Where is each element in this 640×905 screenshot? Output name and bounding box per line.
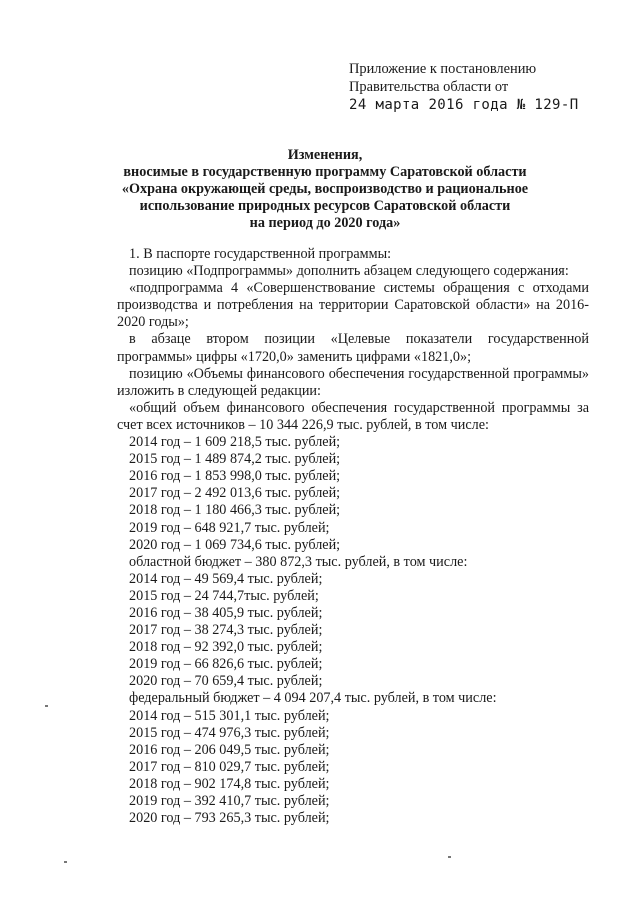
title-line: Изменения, [287, 147, 363, 163]
total-year-line: 2014 год – 1 609 218,5 тыс. рублей; [129, 434, 341, 451]
federal-year-line: 2020 год – 793 265,3 тыс. рублей; [129, 810, 330, 827]
regional-year-line: 2018 год – 92 392,0 тыс. рублей; [129, 639, 323, 656]
regional-year-line: 2020 год – 70 659,4 тыс. рублей; [129, 673, 323, 690]
document-title [110, 147, 540, 232]
total-year-line: 2020 год – 1 069 734,6 тыс. рублей; [129, 536, 341, 553]
document-body [117, 246, 589, 827]
paragraph: «подпрограмма 4 «Совершенствование системы обращения с отходами производства и потребления на территории Саратовской области» на 2016-2020 годы»; [117, 280, 589, 331]
federal-year-line: 2014 год – 515 301,1 тыс. рублей; [129, 707, 330, 724]
regional-budget-line: областной бюджет – 380 872,3 тыс. рублей, в том числе: [129, 553, 468, 570]
total-year-line: 2016 год – 1 853 998,0 тыс. рублей; [129, 468, 341, 485]
federal-year-line: 2015 год – 474 976,3 тыс. рублей; [129, 724, 330, 741]
title-line: на период до 2020 года» [249, 215, 401, 231]
regional-year-line: 2019 год – 66 826,6 тыс. рублей; [129, 656, 323, 673]
federal-year-line: 2017 год – 810 029,7 тыс. рублей; [129, 758, 330, 775]
appendix-line: Правительства области от [349, 79, 509, 95]
federal-year-line: 2019 год – 392 410,7 тыс. рублей; [129, 793, 330, 809]
appendix-date-line: 24 марта 2016 года № 129-П [349, 97, 579, 113]
title-line: использование природных ресурсов Саратовской области [139, 198, 511, 214]
regional-year-line: 2017 год – 38 274,3 тыс. рублей; [129, 622, 323, 639]
paragraph: «общий объем финансового обеспечения государственной программы за счет всех источников – 10 344 226,9 тыс. рублей, в том числе: [117, 399, 589, 433]
paragraph: в абзаце втором позиции «Целевые показатели государственной программы» цифры «1720,0» заменить цифрами «1821,0»; [117, 331, 589, 365]
appendix-block [349, 60, 609, 114]
scan-speck [448, 856, 451, 858]
scan-speck [45, 705, 48, 707]
title-line: вносимые в государственную программу Саратовской области [123, 164, 527, 180]
federal-year-line: 2016 год – 206 049,5 тыс. рублей; [129, 741, 330, 758]
paragraph: позицию «Подпрограммы» дополнить абзацем следующего содержания: [129, 263, 569, 280]
total-year-line: 2019 год – 648 921,7 тыс. рублей; [129, 519, 330, 536]
federal-budget-line: федеральный бюджет – 4 094 207,4 тыс. рублей, в том числе: [129, 690, 497, 707]
total-year-line: 2015 год – 1 489 874,2 тыс. рублей; [129, 451, 341, 468]
total-year-line: 2017 год – 2 492 013,6 тыс. рублей; [129, 485, 341, 502]
paragraph: 1. В паспорте государственной программы: [129, 246, 392, 262]
total-year-line: 2018 год – 1 180 466,3 тыс. рублей; [129, 502, 341, 519]
appendix-line: Приложение к постановлению [349, 61, 537, 77]
regional-year-line: 2016 год – 38 405,9 тыс. рублей; [129, 604, 323, 621]
scan-speck [64, 861, 67, 863]
regional-year-line: 2015 год – 24 744,7тыс. рублей; [129, 587, 319, 604]
federal-year-line: 2018 год – 902 174,8 тыс. рублей; [129, 775, 330, 792]
paragraph: позицию «Объемы финансового обеспечения государственной программы» изложить в следующей редакции: [117, 365, 589, 399]
title-line: «Охрана окружающей среды, воспроизводство и рациональное [121, 181, 529, 197]
regional-year-line: 2014 год – 49 569,4 тыс. рублей; [129, 570, 323, 587]
